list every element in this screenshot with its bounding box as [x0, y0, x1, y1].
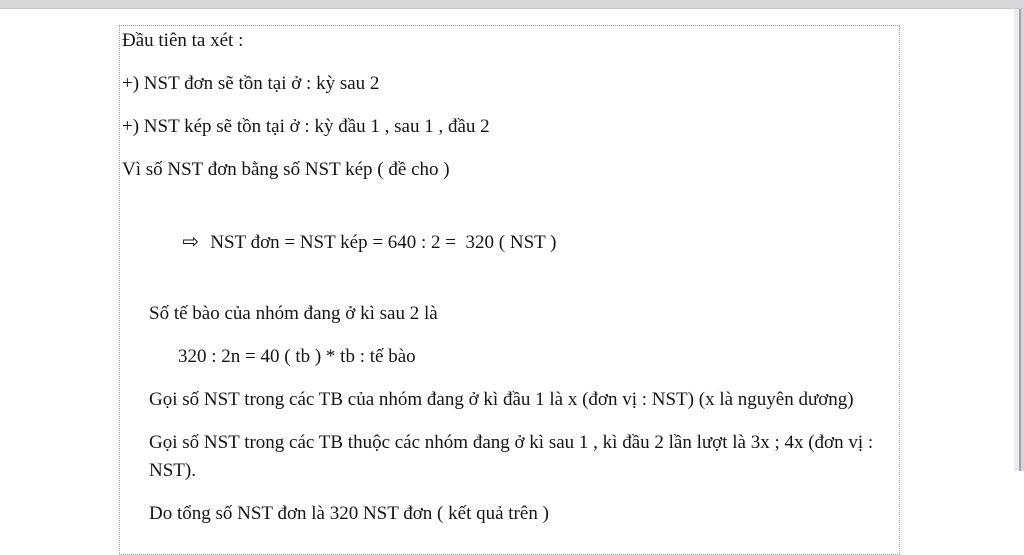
equation-text: NST đơn = NST kép = 640 : 2 = 320 ( NST )	[210, 232, 557, 253]
paragraph-do-tong: Do tổng số NST đơn là 320 NST đơn ( kết quả trên )	[149, 503, 549, 524]
paragraph-nst-kep: +) NST kép sẽ tồn tại ở : kỳ đầu 1 , sau 1 , đầu 2	[122, 116, 490, 137]
answer-box[interactable]	[119, 25, 900, 555]
paragraph-nst-don: +) NST đơn sẽ tồn tại ở : kỳ sau 2	[122, 73, 380, 94]
paragraph-so-te-bao: Số tế bào của nhóm đang ở kì sau 2 là	[149, 303, 438, 324]
paragraph-goi-so-1: Gọi số NST trong các TB của nhóm đang ở kì đầu 1 là x (đơn vị : NST) (x là nguyên dương)	[149, 389, 854, 410]
paragraph-equation	[122, 199, 893, 285]
paragraph-intro: Đầu tiên ta xét :	[122, 30, 244, 51]
top-bar	[0, 0, 1024, 9]
paragraph-goi-so-2: Gọi số NST trong các TB thuộc các nhóm đang ở kì sau 1 , kì đầu 2 lần lượt là 3x ; 4x (đơn vị : NST).	[149, 432, 878, 481]
right-arrow-icon: ⇨	[182, 229, 200, 253]
paragraph-calculation: 320 : 2n = 40 ( tb ) * tb : tế bào	[178, 346, 416, 367]
paragraph-vi-so: Vì số NST đơn bằng số NST kép ( đề cho )	[122, 159, 450, 180]
